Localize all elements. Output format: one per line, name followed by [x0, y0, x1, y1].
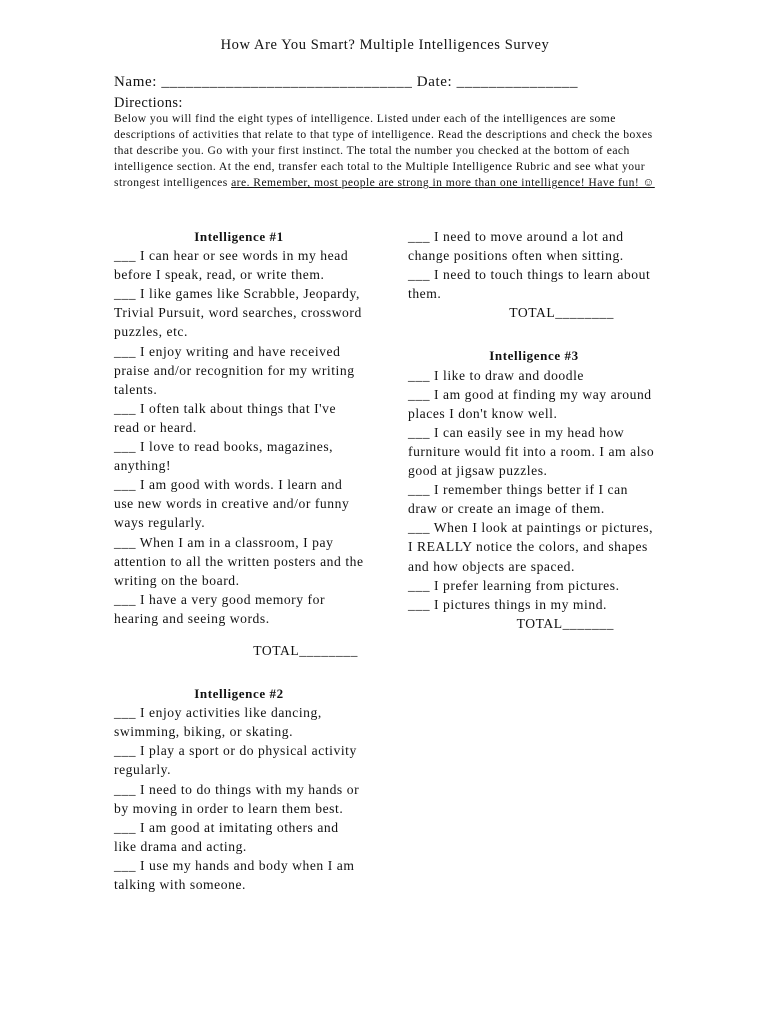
- intelligence-2-heading: Intelligence #2: [194, 686, 284, 702]
- intelligence-3-heading: Intelligence #3: [489, 348, 579, 364]
- intelligence-2-item: ___ I enjoy activities like dancing, swimming, biking, or skating.: [114, 705, 322, 740]
- intelligence-1-item: ___ I love to read books, magazines, anything!: [114, 439, 334, 474]
- intelligence-3-total: TOTAL_______: [516, 615, 614, 631]
- intelligence-2-item: ___ I need to do things with my hands or by moving in order to learn them best.: [114, 781, 360, 816]
- directions-text: [114, 111, 659, 191]
- directions-underlined: are. Remember, most people are strong in more than one intelligence! Have fun! ☺: [231, 176, 655, 190]
- intelligence-2-item: ___ I am good at imitating others and like drama and acting.: [114, 819, 339, 854]
- directions-body: Below you will find the eight types of intelligence. Listed under each of the intelligences are some descriptions of activities that relate to that type of intelligence. Read the descriptions and check the boxes that describe you. Go with your first instinct. The total the number you checked at the bottom of each intelligence section. At the end, transfer each total to the Multiple Intelligence Rubric and see what your strongest intelligences: [114, 112, 653, 190]
- intelligence-3-item: ___ When I look at paintings or pictures, I REALLY notice the colors, and shapes and how objects are spaced.: [408, 520, 654, 574]
- intelligence-1-total: TOTAL________: [253, 642, 358, 658]
- intelligence-1-item: ___ When I am in a classroom, I pay attention to all the written posters and the writing on the board.: [114, 534, 364, 588]
- intelligence-1-item: ___ I can hear or see words in my head before I speak, read, or write them.: [114, 248, 349, 283]
- survey-title: How Are You Smart? Multiple Intelligences Survey: [220, 37, 550, 53]
- directions-label: Directions:: [114, 95, 183, 111]
- intelligence-2-item: ___ I need to touch things to learn about them.: [408, 267, 651, 302]
- intelligence-2-item: ___ I need to move around a lot and change positions often when sitting.: [408, 229, 624, 264]
- intelligence-3-item: ___ I like to draw and doodle: [408, 367, 585, 383]
- right-column: [408, 227, 660, 633]
- intelligence-1-item: ___ I have a very good memory for hearing and seeing words.: [114, 591, 326, 626]
- intelligence-1-item: ___ I like games like Scrabble, Jeopardy, Trivial Pursuit, word searches, crossword puzzles, etc.: [114, 286, 362, 340]
- intelligence-3-item: ___ I am good at finding my way around places I don't know well.: [408, 386, 652, 421]
- name-date-line: Name: _______________________________ Date: _______________: [114, 74, 579, 90]
- intelligence-2-item: ___ I use my hands and body when I am talking with someone.: [114, 857, 355, 892]
- intelligence-3-item: ___ I remember things better if I can draw or create an image of them.: [408, 482, 629, 517]
- intelligence-2-item: ___ I play a sport or do physical activity regularly.: [114, 743, 357, 778]
- intelligence-1-item: ___ I enjoy writing and have received praise and/or recognition for my writing talents.: [114, 343, 355, 397]
- intelligence-3-item: ___ I can easily see in my head how furniture would fit into a room. I am also good at jigsaw puzzles.: [408, 424, 655, 479]
- intelligence-1-item: ___ I am good with words. I learn and use new words in creative and/or funny ways regularly.: [114, 477, 350, 531]
- intelligence-1-heading: Intelligence #1: [194, 229, 284, 244]
- intelligence-2-total: TOTAL________: [509, 305, 614, 321]
- intelligence-3-item: ___ I pictures things in my mind.: [408, 596, 608, 612]
- left-column: [114, 227, 364, 894]
- intelligence-3-item: ___ I prefer learning from pictures.: [408, 577, 620, 593]
- intelligence-1-item: ___ I often talk about things that I've read or heard.: [114, 400, 337, 435]
